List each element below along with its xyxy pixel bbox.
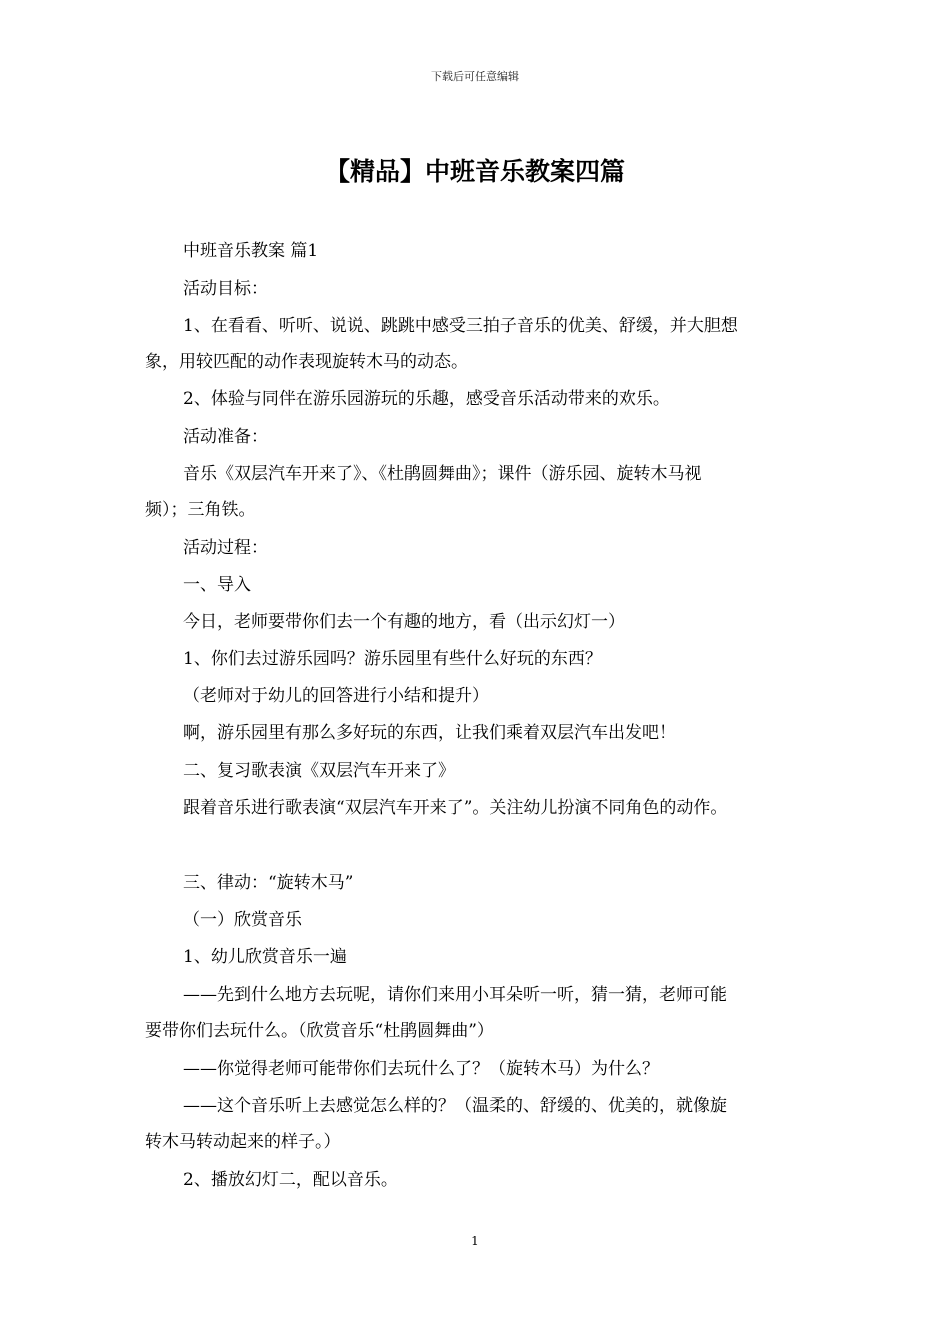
paragraph: 三、律动：“旋转木马” bbox=[183, 873, 354, 893]
paragraph: 1、你们去过游乐园吗？游乐园里有些什么好玩的东西？ bbox=[183, 649, 602, 669]
paragraph: 跟着音乐进行歌表演“双层汽车开来了”。关注幼儿扮演不同角色的动作。 bbox=[183, 798, 728, 818]
page-header: 下载后可任意编辑 bbox=[431, 70, 519, 83]
paragraph: 活动目标： bbox=[183, 279, 268, 299]
paragraph: ——先到什么地方去玩呢，请你们来用小耳朵听一听，猜一猜，老师可能 bbox=[183, 985, 727, 1005]
paragraph: 要带你们去玩什么。（欣赏音乐“杜鹃圆舞曲”） bbox=[145, 1021, 494, 1041]
paragraph: 今日，老师要带你们去一个有趣的地方，看（出示幻灯一） bbox=[183, 612, 625, 632]
paragraph: 啊，游乐园里有那么多好玩的东西，让我们乘着双层汽车出发吧！ bbox=[183, 723, 676, 743]
paragraph: （老师对于幼儿的回答进行小结和提升） bbox=[183, 686, 489, 706]
paragraph: （一）欣赏音乐 bbox=[183, 910, 302, 930]
section-heading: 中班音乐教案 篇1 bbox=[183, 241, 319, 261]
paragraph: ——这个音乐听上去感觉怎么样的？（温柔的、舒缓的、优美的，就像旋 bbox=[183, 1096, 727, 1116]
paragraph: 象，用较匹配的动作表现旋转木马的动态。 bbox=[145, 352, 468, 372]
paragraph: 2、播放幻灯二，配以音乐。 bbox=[183, 1170, 398, 1190]
paragraph: 活动过程： bbox=[183, 538, 268, 558]
paragraph: 音乐《双层汽车开来了》、《杜鹃圆舞曲》；课件（游乐园、旋转木马视 bbox=[183, 464, 702, 484]
paragraph: 二、复习歌表演《双层汽车开来了》 bbox=[183, 761, 455, 781]
paragraph: 1、在看看、听听、说说、跳跳中感受三拍子音乐的优美、舒缓，并大胆想 bbox=[183, 316, 738, 336]
document-title: 【精品】中班音乐教案四篇 bbox=[324, 157, 625, 186]
paragraph: 一、导入 bbox=[183, 575, 251, 595]
page-number: 1 bbox=[471, 1234, 479, 1248]
paragraph: 1、幼儿欣赏音乐一遍 bbox=[183, 947, 347, 967]
paragraph: 活动准备： bbox=[183, 427, 268, 447]
paragraph: ——你觉得老师可能带你们去玩什么了？（旋转木马）为什么？ bbox=[183, 1059, 659, 1079]
paragraph: 转木马转动起来的样子。） bbox=[145, 1132, 341, 1152]
paragraph: 频）；三角铁。 bbox=[145, 500, 256, 520]
paragraph: 2、体验与同伴在游乐园游玩的乐趣，感受音乐活动带来的欢乐。 bbox=[183, 389, 670, 409]
